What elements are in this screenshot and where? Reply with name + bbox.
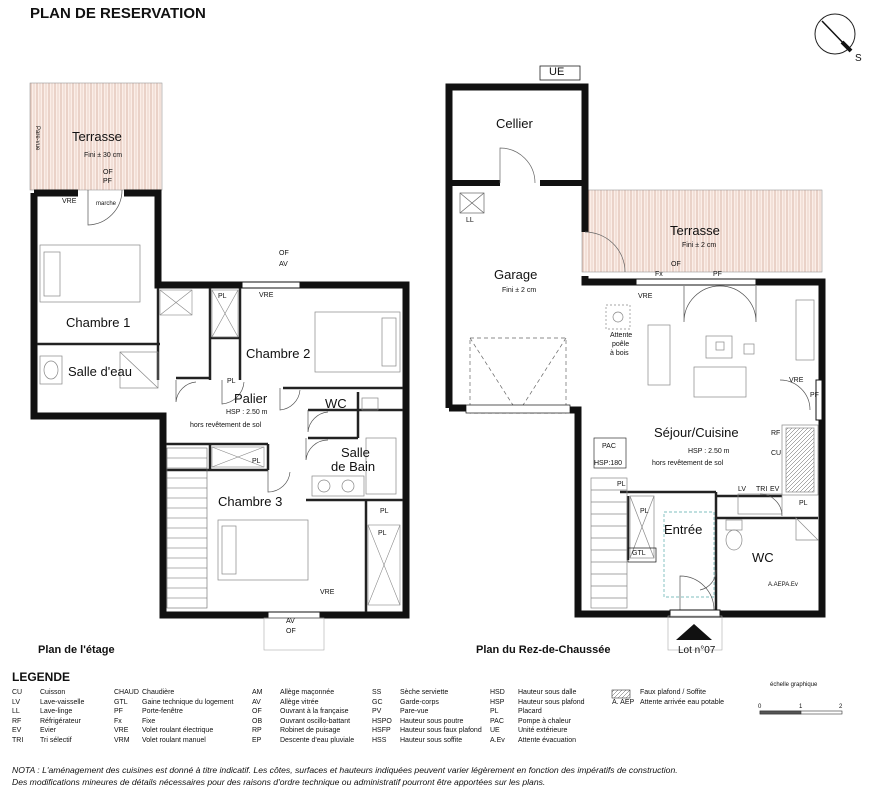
legend-item: LV Lave-vaisselle (12, 698, 85, 706)
salle-bain-label-2: de Bain (331, 459, 376, 474)
upper-terrace-side-label: Pare-vue (34, 126, 40, 151)
legend-item: A. AEP Attente arrivée eau potable (612, 698, 725, 706)
legend-column-3 (252, 688, 354, 746)
legend-column-5 (490, 688, 585, 746)
upper-terrace-of: OF (103, 169, 113, 176)
legend-item: TRI Tri sélectif (12, 736, 72, 744)
upper-terrace-note: Fini ± 30 cm (84, 152, 123, 159)
upper-vre-label: VRE (62, 198, 77, 205)
compass-south-label: S (855, 53, 862, 64)
poele-label-1: Attente (610, 332, 633, 339)
pac-hsp-label: HSP:180 (594, 460, 623, 467)
legend-item: UE Unité extérieure (490, 727, 568, 735)
legend-item: CU Cuisson (12, 689, 66, 696)
upper-terrace-label: Terrasse (72, 129, 122, 144)
nota-line-2: Des modifications mineures de détails nécessaires pour des raisons d'ordre technique ou administratif pourront être apportées sur les plans. (12, 777, 546, 787)
legend-item: GC Garde-corps (372, 698, 439, 706)
legend-item: HSFP Hauteur sous faux plafond (372, 727, 482, 735)
kitchen-ev-label: EV (770, 486, 780, 493)
legend-title: LEGENDE (12, 670, 71, 684)
legend-item: RF Réfrigérateur (12, 717, 81, 725)
upper-terrace-pf: PF (103, 178, 112, 185)
lot-label: Lot n°07 (678, 645, 716, 656)
legend-item: VRM Volet roulant manuel (114, 736, 206, 744)
legend-item: GTL Gaine technique du logement (114, 698, 234, 706)
scale-tick-1: 1 (799, 704, 803, 710)
lower-pl-label-2: PL (640, 508, 649, 515)
sejour-label: Séjour/Cuisine (654, 425, 739, 440)
chambre2-of-label: OF (279, 250, 289, 257)
garage-label: Garage (494, 267, 538, 282)
page-title: PLAN DE RESERVATION (30, 5, 206, 22)
gtl-label: GTL (632, 550, 646, 557)
chambre2-vre-label: VRE (259, 292, 274, 299)
legend-item: RP Robinet de puisage (252, 727, 341, 735)
upper-pl-label-3: PL (252, 458, 261, 465)
scale-tick-0: 0 (758, 704, 762, 710)
legend-item: AM Allège maçonnée (252, 689, 335, 696)
chambre2-label: Chambre 2 (246, 346, 311, 361)
lower-terrace-of: OF (671, 261, 681, 268)
salle-eau-label: Salle d'eau (68, 364, 132, 379)
scale-label: échelle graphique (770, 682, 818, 688)
palier-label: Palier (234, 391, 268, 406)
entree-label: Entrée (664, 522, 703, 537)
legend-item: PL Placard (490, 708, 542, 716)
entrance-arrow-icon (676, 624, 712, 640)
lower-vre-label: VRE (638, 293, 653, 300)
chambre1-label: Chambre 1 (66, 315, 131, 330)
aep-label: A.AEPA.Ev (768, 582, 798, 588)
poele-label-2: poêle (612, 341, 630, 348)
legend-item: EP Descente d'eau pluviale (252, 736, 355, 744)
lower-floor-caption: Plan du Rez-de-Chaussée (476, 644, 611, 656)
upper-pl-label-5: PL (378, 530, 387, 537)
legend-column-1 (12, 688, 84, 746)
lower-pl-label-3: PL (799, 500, 808, 507)
salle-bain-label-1: Salle (341, 445, 370, 460)
pac-label: PAC (602, 443, 616, 450)
lower-pl-label-1: PL (617, 481, 626, 488)
cellier-label: Cellier (496, 116, 533, 131)
scale-tick-2: 2 (839, 704, 843, 710)
upper-marche-label: marche (96, 201, 117, 207)
legend-column-4 (372, 688, 482, 746)
legend-item: PAC Pompe à chaleur (490, 717, 571, 725)
legend-item: HSPO Hauteur sous poutre (372, 717, 464, 725)
legend-item: HSS Hauteur sous soffite (372, 736, 463, 744)
lower-terrace-fx: Fx (655, 271, 663, 278)
sejour-hsp: HSP : 2.50 m (688, 448, 730, 455)
lower-terrace-label: Terrasse (670, 223, 720, 238)
lower-side-pf: PF (810, 392, 819, 399)
kitchen-rf-label: RF (771, 430, 781, 437)
legend-item: Faux plafond / Soffite (640, 689, 707, 696)
legend-item: CHAUD Chaudière (114, 689, 175, 696)
legend-item: LL Lave-linge (12, 708, 73, 716)
legend-column-2 (114, 688, 233, 746)
palier-hsp: HSP : 2.50 m (226, 409, 268, 416)
legend-item: EV Evier (12, 727, 56, 735)
kitchen-lv-label: LV (738, 486, 747, 493)
garage-ll-label: LL (466, 217, 474, 224)
chambre2-av-label: AV (279, 261, 288, 268)
kitchen-cu-label: CU (771, 450, 782, 457)
kitchen-tri-label: TRI (756, 486, 768, 493)
legend-item: Fx Fixe (114, 717, 156, 725)
legend-item: PV Pare-vue (372, 708, 429, 716)
upper-pl-label-4: PL (380, 508, 389, 515)
poele-label-3: à bois (610, 350, 629, 357)
legend-item: OB Ouvrant oscillo-battant (252, 717, 351, 725)
legend-item: HSP Hauteur sous plafond (490, 698, 585, 706)
upper-bottom-av: AV (286, 618, 295, 625)
legend-column-6 (612, 688, 724, 707)
upper-pl-label-1: PL (218, 293, 227, 300)
legend-item: HSD Hauteur sous dalle (490, 689, 577, 696)
nota-line-1: NOTA : L'aménagement des cuisines est donné à titre indicatif. Les côtes, surfaces et hauteurs indiquées peuvent varier légèrement en fonction des impératifs de construction. (12, 765, 678, 775)
lower-wc-label: WC (752, 550, 774, 565)
legend-item: OF Ouvrant à la française (252, 708, 349, 716)
palier-note: hors revêtement de sol (190, 422, 262, 429)
lower-terrace-note: Fini ± 2 cm (682, 242, 717, 249)
upper-wc-label: WC (325, 396, 347, 411)
upper-bottom-of: OF (286, 628, 296, 635)
chambre3-label: Chambre 3 (218, 494, 283, 509)
ue-label: UE (549, 66, 565, 78)
garage-note: Fini ± 2 cm (502, 287, 537, 294)
upper-bottom-vre: VRE (320, 589, 335, 596)
legend-item: PF Porte-fenêtre (114, 708, 183, 716)
legend-item: VRE Volet roulant électrique (114, 727, 214, 735)
upper-pl-label-2: PL (227, 378, 236, 385)
upper-floor-caption: Plan de l'étage (38, 644, 115, 656)
lower-terrace-pf: PF (713, 271, 722, 278)
legend-item: SS Sèche serviette (372, 689, 449, 696)
legend-item: A.Ev Attente évacuation (490, 736, 576, 744)
legend-item: AV Allège vitrée (252, 698, 319, 706)
sejour-note: hors revêtement de sol (652, 460, 724, 467)
nota-text (12, 764, 872, 788)
lower-side-vre: VRE (789, 377, 804, 384)
